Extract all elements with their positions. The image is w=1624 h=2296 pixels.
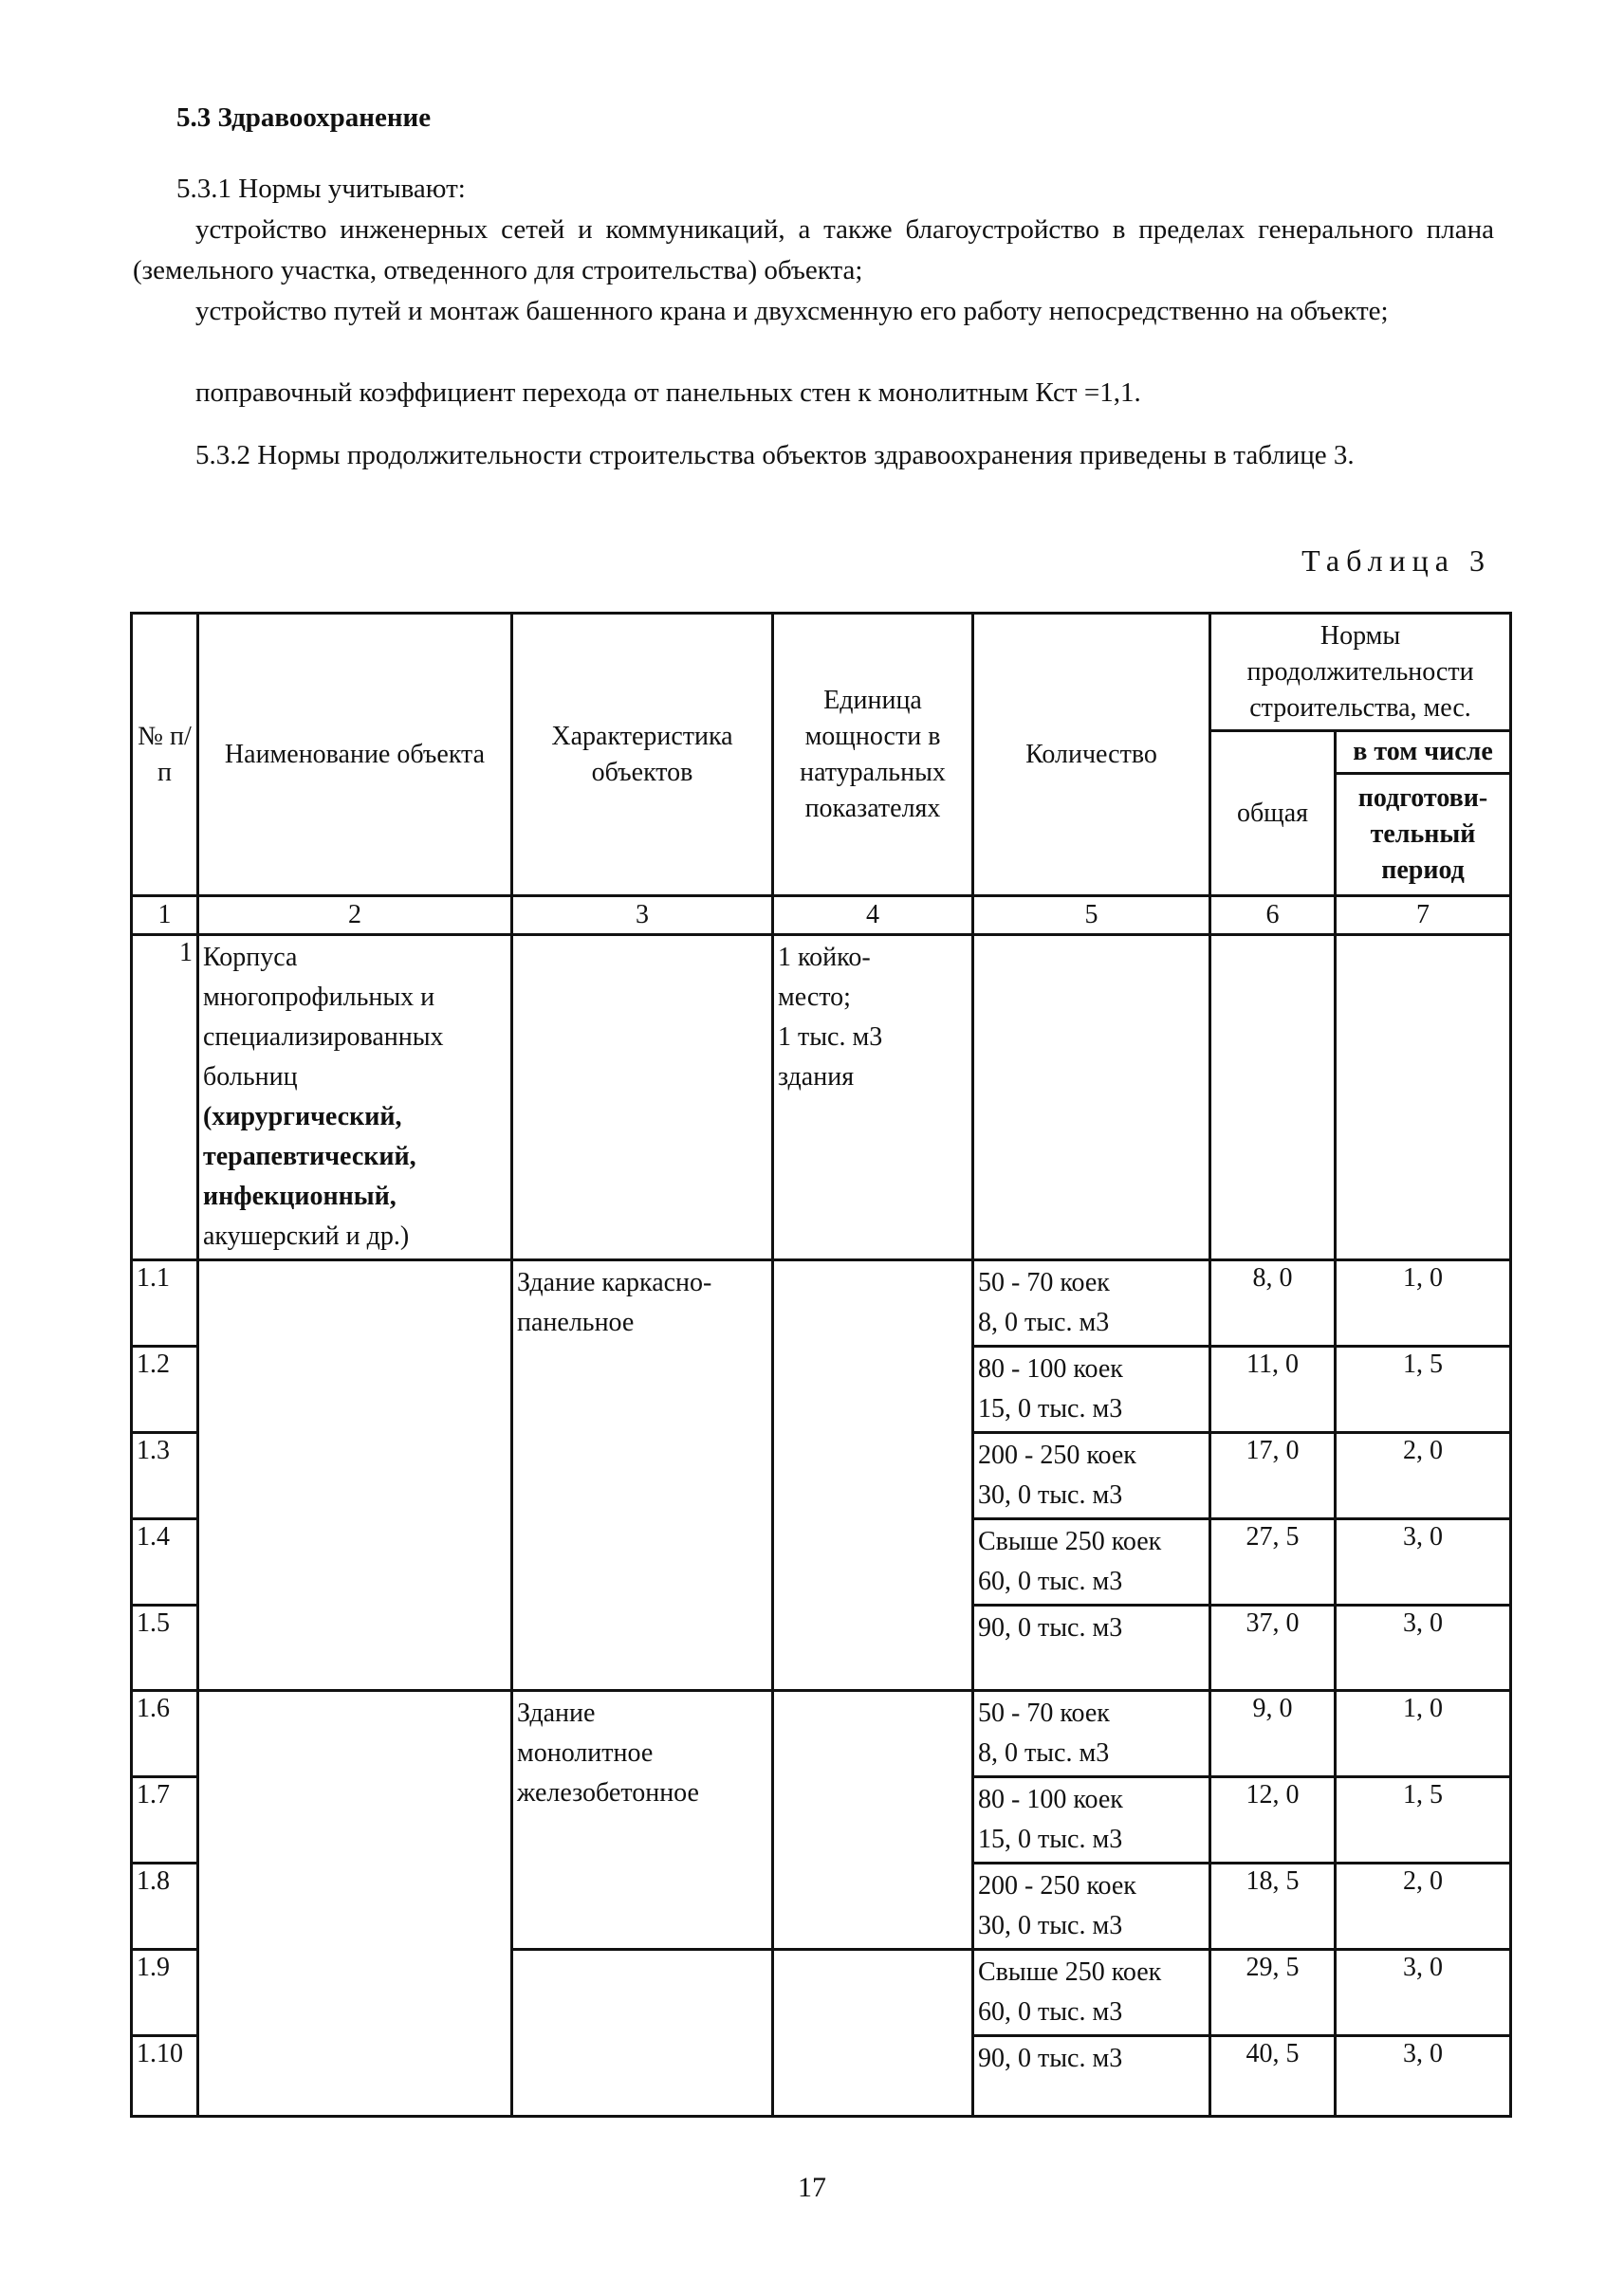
column-number: 3: [512, 896, 773, 935]
duration-norms-table: [130, 612, 1512, 2118]
row-num: 1.8: [132, 1864, 198, 1950]
prep-cell: 1, 5: [1336, 1347, 1511, 1433]
prep-cell: 2, 0: [1336, 1864, 1511, 1950]
group-object-name: [198, 935, 512, 1260]
column-number-row: [132, 896, 1511, 935]
quantity-line: Свыше 250 коек: [978, 1957, 1162, 1987]
group-row: [132, 935, 1511, 1260]
column-number: 6: [1210, 896, 1336, 935]
prep-cell: 3, 0: [1336, 1950, 1511, 2036]
row-num: 1.10: [132, 2036, 198, 2117]
quantity-line: 30, 0 тыс. м3: [978, 1480, 1123, 1510]
header-including: в том числе: [1336, 731, 1511, 774]
total-cell: 40, 5: [1210, 2036, 1336, 2117]
object-name-cell: [198, 1260, 512, 1691]
unit-cell: [773, 1950, 973, 2117]
total-cell: 8, 0: [1210, 1260, 1336, 1347]
quantity-cell: [973, 1950, 1210, 2036]
row-num: 1.9: [132, 1950, 198, 2036]
group-characteristic: [512, 935, 773, 1260]
quantity-line: 90, 0 тыс. м3: [978, 2044, 1123, 2073]
quantity-line: 60, 0 тыс. м3: [978, 1567, 1123, 1596]
column-number: 7: [1336, 896, 1511, 935]
paragraph-5-3-2: 5.3.2 Нормы продолжительности строительства объектов здравоохранения приведены в таблице 3.: [195, 440, 1355, 470]
quantity-line: 30, 0 тыс. м3: [978, 1911, 1123, 1940]
quantity-cell: [973, 1519, 1210, 1606]
paragraph-5-3-1-item-2: устройство путей и монтаж башенного крана и двухсменную его работу непосредственно на объекте;: [195, 296, 1389, 326]
quantity-cell: [973, 1433, 1210, 1519]
total-cell: 17, 0: [1210, 1433, 1336, 1519]
characteristic-line: Здание каркасно-: [517, 1268, 712, 1297]
paragraph-5-3-1-item-3: поправочный коэффициент перехода от панельных стен к монолитным Кст =1,1.: [195, 377, 1141, 408]
characteristic-line: панельное: [517, 1308, 635, 1337]
prep-cell: 1, 5: [1336, 1777, 1511, 1864]
header-num: № п/п: [132, 614, 198, 896]
object-name-cell: [198, 1691, 512, 2117]
header-total: общая: [1210, 731, 1336, 896]
unit-line: 1 тыс. м3: [778, 1022, 883, 1052]
page-number: 17: [798, 2172, 826, 2203]
header-preparatory: подготови-тельный период: [1336, 774, 1511, 896]
object-name-line: акушерский и др.): [203, 1221, 410, 1251]
row-num: 1.7: [132, 1777, 198, 1864]
header-norms: Нормы продолжительности строительства, мес.: [1210, 614, 1511, 731]
quantity-cell: [973, 1864, 1210, 1950]
row-num: 1.3: [132, 1433, 198, 1519]
table-caption: Таблица 3: [1301, 543, 1491, 578]
characteristic-line: монолитное: [517, 1738, 654, 1768]
prep-cell: 3, 0: [1336, 1606, 1511, 1691]
paragraph-5-3-1-title: 5.3.1 Нормы учитывают:: [176, 174, 466, 204]
quantity-cell: [973, 1691, 1210, 1777]
quantity-cell: [973, 2036, 1210, 2117]
unit-line: место;: [778, 983, 851, 1012]
column-number: 2: [198, 896, 512, 935]
quantity-cell: [973, 1606, 1210, 1691]
unit-line: 1 койко-: [778, 943, 871, 972]
quantity-cell: [973, 1777, 1210, 1864]
row-num: 1.4: [132, 1519, 198, 1606]
group-prep: [1336, 935, 1511, 1260]
object-name-line: (хирургический,: [203, 1102, 402, 1131]
table-row: [132, 1260, 1511, 1347]
quantity-line: 200 - 250 коек: [978, 1441, 1136, 1470]
total-cell: 27, 5: [1210, 1519, 1336, 1606]
group-unit: [773, 935, 973, 1260]
column-number: 4: [773, 896, 973, 935]
group-num: 1: [132, 935, 198, 1260]
column-number: 5: [973, 896, 1210, 935]
object-name-line: специализированных: [203, 1022, 444, 1052]
total-cell: 18, 5: [1210, 1864, 1336, 1950]
prep-cell: 3, 0: [1336, 1519, 1511, 1606]
row-num: 1.5: [132, 1606, 198, 1691]
quantity-line: 50 - 70 коек: [978, 1699, 1110, 1728]
header-unit: Единица мощности в натуральных показателях: [773, 614, 973, 896]
prep-cell: 2, 0: [1336, 1433, 1511, 1519]
quantity-line: Свыше 250 коек: [978, 1527, 1162, 1556]
header-characteristic: Характеристика объектов: [512, 614, 773, 896]
characteristic-frame-panel: [512, 1260, 773, 1691]
prep-cell: 3, 0: [1336, 2036, 1511, 2117]
quantity-line: 80 - 100 коек: [978, 1354, 1123, 1384]
total-cell: 12, 0: [1210, 1777, 1336, 1864]
characteristic-line: железобетонное: [517, 1778, 699, 1808]
object-name-line: терапевтический,: [203, 1142, 416, 1171]
object-name-line: инфекционный,: [203, 1182, 397, 1211]
paragraph-5-3-1-item-1: устройство инженерных сетей и коммуникаций, а также благоустройство в пределах генерального плана (земельного участка, отведенного для строительства) объекта;: [133, 214, 1494, 285]
column-number: 1: [132, 896, 198, 935]
object-name-line: многопрофильных и: [203, 983, 435, 1012]
header-name: Наименование объекта: [198, 614, 512, 896]
characteristic-line: Здание: [517, 1699, 596, 1728]
unit-line: здания: [778, 1062, 855, 1092]
group-total: [1210, 935, 1336, 1260]
quantity-line: 200 - 250 коек: [978, 1871, 1136, 1901]
prep-cell: 1, 0: [1336, 1691, 1511, 1777]
total-cell: 29, 5: [1210, 1950, 1336, 2036]
characteristic-monolithic: [512, 1691, 773, 1950]
quantity-line: 8, 0 тыс. м3: [978, 1738, 1110, 1768]
group-quantity: [973, 935, 1210, 1260]
row-num: 1.1: [132, 1260, 198, 1347]
table-row: [132, 1691, 1511, 1777]
quantity-line: 50 - 70 коек: [978, 1268, 1110, 1297]
quantity-line: 80 - 100 коек: [978, 1785, 1123, 1814]
quantity-line: 90, 0 тыс. м3: [978, 1613, 1123, 1643]
object-name-line: Корпуса: [203, 943, 298, 972]
quantity-line: 15, 0 тыс. м3: [978, 1825, 1123, 1854]
unit-cell: [773, 1691, 973, 1950]
characteristic-cell: [512, 1950, 773, 2117]
quantity-line: 15, 0 тыс. м3: [978, 1394, 1123, 1424]
header-quantity: Количество: [973, 614, 1210, 896]
total-cell: 11, 0: [1210, 1347, 1336, 1433]
prep-cell: 1, 0: [1336, 1260, 1511, 1347]
quantity-line: 60, 0 тыс. м3: [978, 1997, 1123, 2027]
quantity-cell: [973, 1260, 1210, 1347]
quantity-line: 8, 0 тыс. м3: [978, 1308, 1110, 1337]
total-cell: 37, 0: [1210, 1606, 1336, 1691]
unit-cell: [773, 1260, 973, 1691]
object-name-line: больниц: [203, 1062, 298, 1092]
row-num: 1.6: [132, 1691, 198, 1777]
row-num: 1.2: [132, 1347, 198, 1433]
total-cell: 9, 0: [1210, 1691, 1336, 1777]
quantity-cell: [973, 1347, 1210, 1433]
section-heading: 5.3 Здравоохранение: [176, 102, 432, 133]
